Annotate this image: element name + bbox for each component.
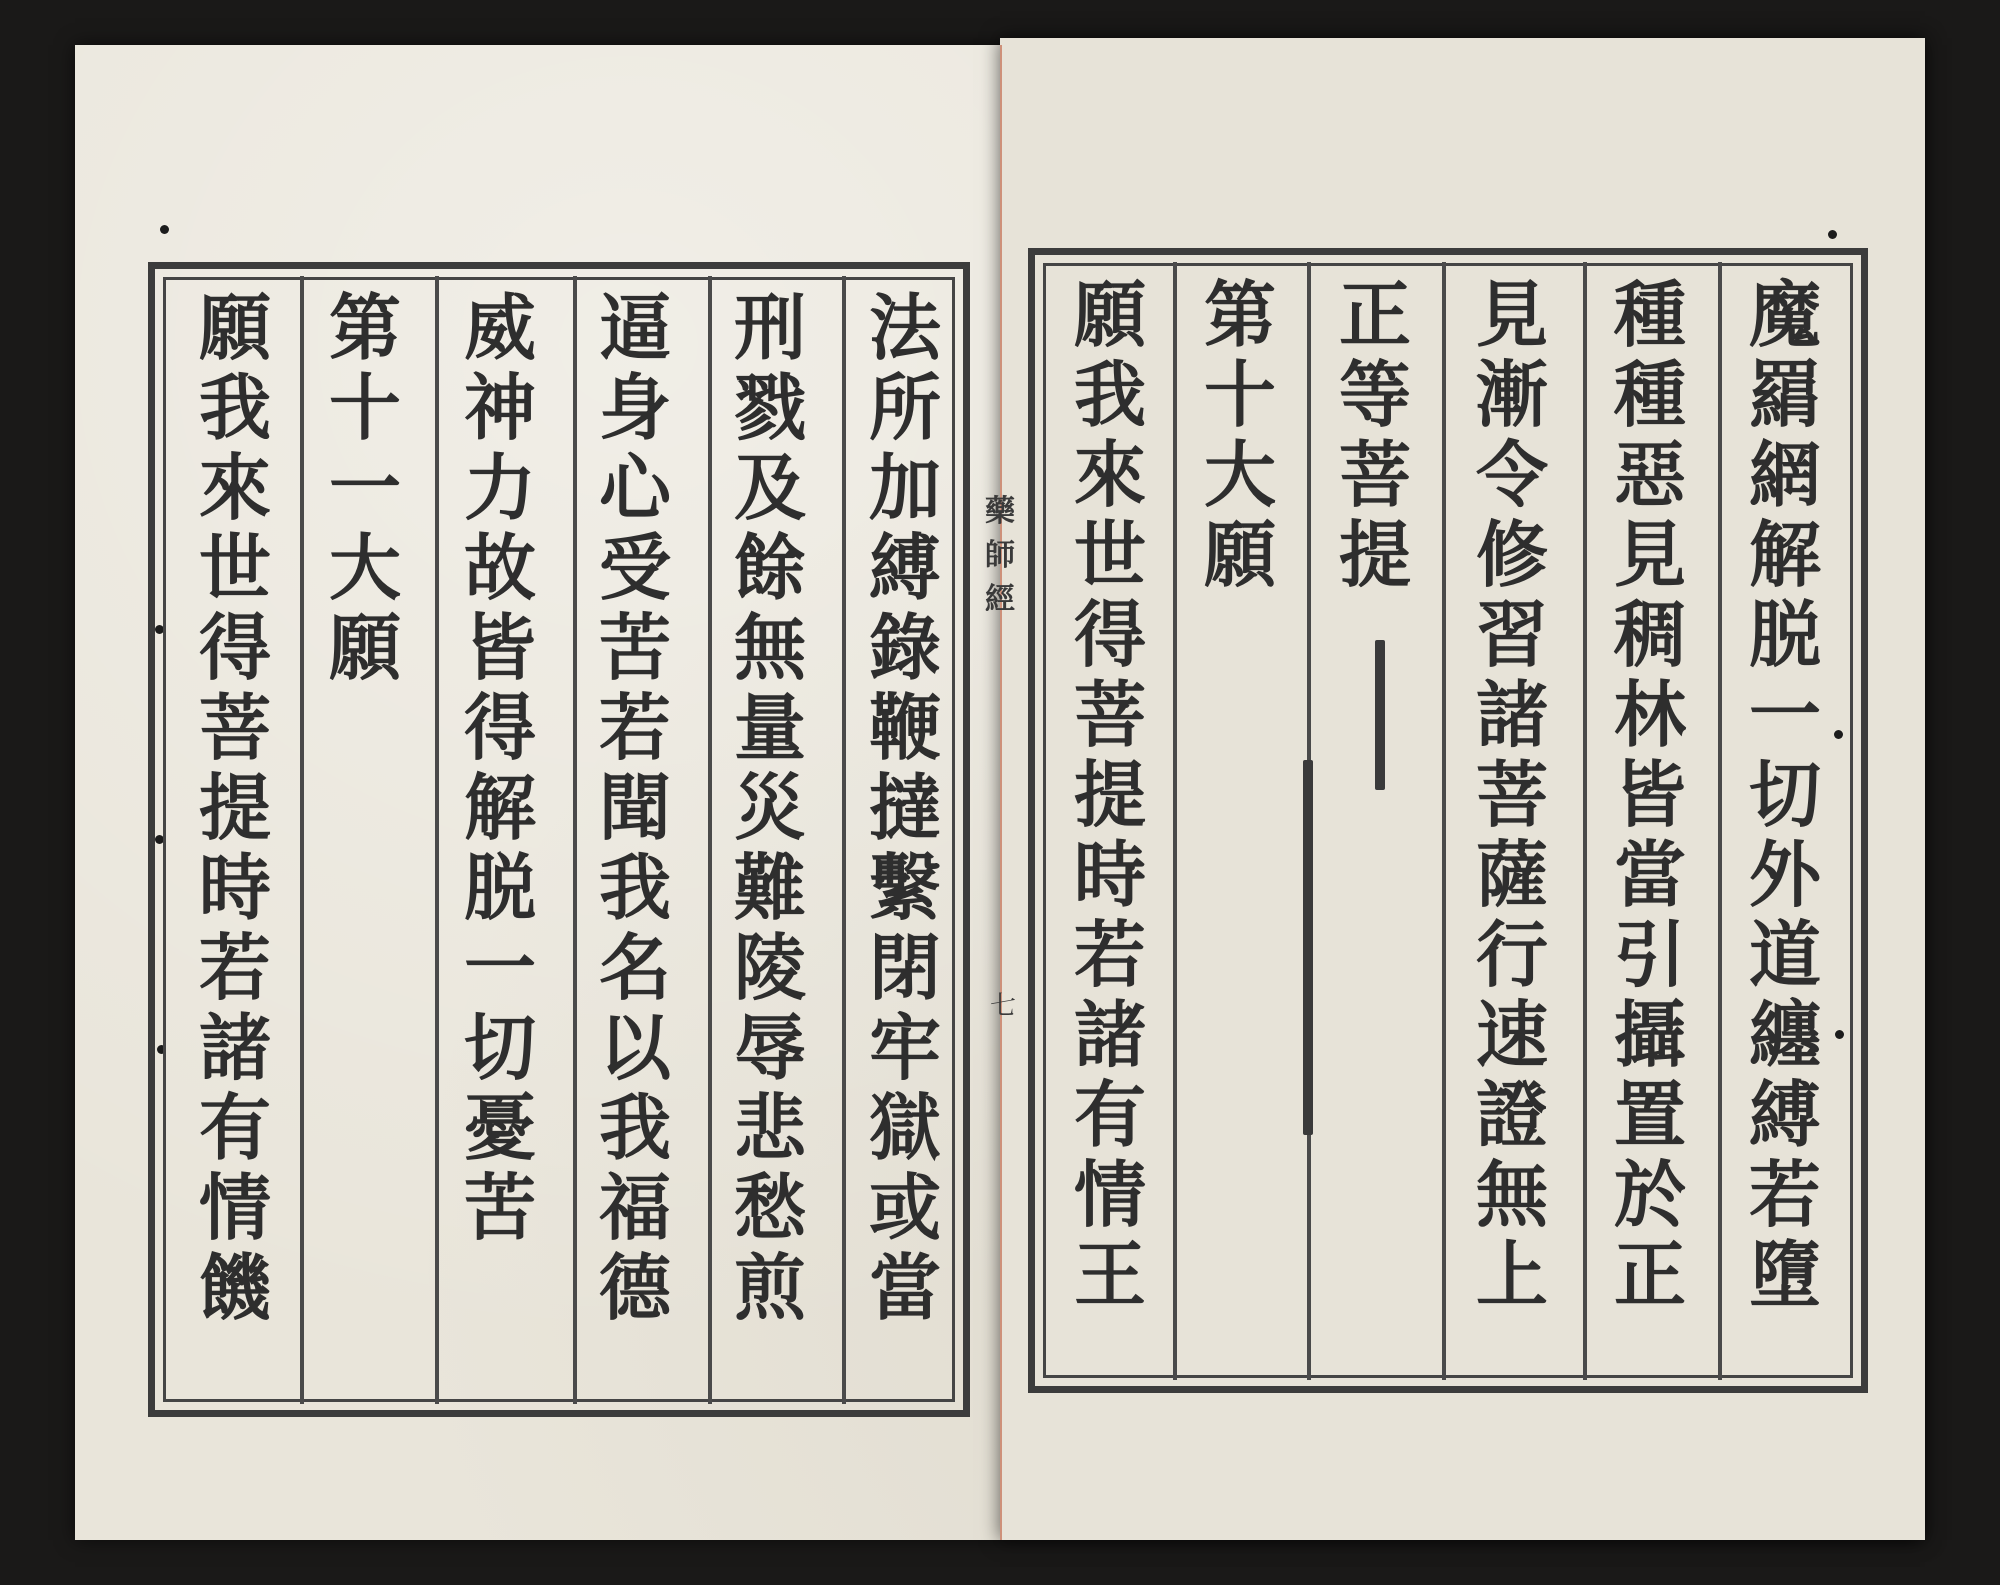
binding-hole: [1828, 230, 1837, 239]
text-glyph: 提: [1338, 512, 1411, 597]
text-glyph: 受: [598, 525, 671, 610]
text-glyph: 得: [198, 605, 271, 690]
text-glyph: 等: [1338, 352, 1411, 437]
text-glyph: 我: [598, 1085, 671, 1170]
text-glyph: 王: [1073, 1232, 1146, 1317]
column-text: [1190, 272, 1290, 597]
column-text: [185, 285, 285, 1330]
page-number: 七: [990, 991, 1017, 1021]
column-rule: [1173, 262, 1177, 1380]
column-text: [1600, 272, 1700, 1317]
center-fold-line: [1000, 45, 1002, 1540]
text-glyph: 諸: [1475, 672, 1548, 757]
column-rule: [300, 276, 304, 1404]
text-glyph: 諸: [1073, 992, 1146, 1077]
text-glyph: 願: [1203, 512, 1276, 597]
text-glyph: 或: [868, 1165, 941, 1250]
text-glyph: 牢: [868, 1005, 941, 1090]
text-glyph: 我: [1073, 352, 1146, 437]
text-glyph: 速: [1475, 992, 1548, 1077]
text-glyph: 我: [598, 845, 671, 930]
text-glyph: 當: [868, 1245, 941, 1330]
text-glyph: 神: [463, 365, 536, 450]
left-page-column-2: [720, 285, 820, 1330]
text-glyph: 逼: [598, 285, 671, 370]
text-glyph: 林: [1613, 672, 1686, 757]
right-page-column-1: [1735, 272, 1835, 1317]
text-glyph: 第: [1203, 272, 1276, 357]
text-glyph: 獄: [868, 1085, 941, 1170]
text-glyph: 陵: [733, 925, 806, 1010]
text-glyph: 量: [733, 685, 806, 770]
column-text: [450, 285, 550, 1250]
text-glyph: 一: [463, 925, 536, 1010]
text-glyph: 願: [198, 285, 271, 370]
text-glyph: 縛: [1748, 1072, 1821, 1157]
left-page-column-1: [855, 285, 955, 1330]
text-glyph: 及: [733, 445, 806, 530]
column-text: [720, 285, 820, 1330]
text-glyph: 漸: [1475, 352, 1548, 437]
text-glyph: 引: [1613, 912, 1686, 997]
column-text: [855, 285, 955, 1330]
text-glyph: 法: [868, 285, 941, 370]
text-glyph: 願: [1073, 272, 1146, 357]
margin-title-char: 藥: [985, 494, 1015, 529]
column-text: [1735, 272, 1835, 1317]
text-glyph: 若: [198, 925, 271, 1010]
text-glyph: 威: [463, 285, 536, 370]
column-text: [315, 285, 415, 690]
right-page-column-2: [1600, 272, 1700, 1317]
text-glyph: 所: [868, 365, 941, 450]
text-glyph: 苦: [598, 605, 671, 690]
text-glyph: 菩: [1475, 752, 1548, 837]
right-page-column-5: [1190, 272, 1290, 597]
text-glyph: 十: [328, 365, 401, 450]
text-glyph: 提: [1073, 752, 1146, 837]
text-glyph: 置: [1613, 1072, 1686, 1157]
text-glyph: 菩: [1073, 672, 1146, 757]
column-rule: [842, 276, 846, 1404]
text-glyph: 薩: [1475, 832, 1548, 917]
text-glyph: 有: [1073, 1072, 1146, 1157]
text-glyph: 大: [1203, 432, 1276, 517]
text-glyph: 稠: [1613, 592, 1686, 677]
column-rule: [1442, 262, 1446, 1380]
text-glyph: 種: [1613, 272, 1686, 357]
text-glyph: 愁: [733, 1165, 806, 1250]
text-glyph: 十: [1203, 352, 1276, 437]
text-glyph: 解: [463, 765, 536, 850]
text-glyph: 證: [1475, 1072, 1548, 1157]
text-glyph: 戮: [733, 365, 806, 450]
text-glyph: 提: [198, 765, 271, 850]
column-rule: [708, 276, 712, 1404]
text-glyph: 撻: [868, 765, 941, 850]
text-glyph: 名: [598, 925, 671, 1010]
text-glyph: 有: [198, 1085, 271, 1170]
text-glyph: 惡: [1613, 432, 1686, 517]
text-glyph: 鞭: [868, 685, 941, 770]
text-glyph: 苦: [463, 1165, 536, 1250]
text-glyph: 纏: [1748, 992, 1821, 1077]
text-glyph: 種: [1613, 352, 1686, 437]
text-glyph: 魔: [1748, 272, 1821, 357]
margin-title-char: 經: [985, 582, 1015, 617]
column-rule: [573, 276, 577, 1404]
text-glyph: 難: [733, 845, 806, 930]
text-glyph: 時: [1073, 832, 1146, 917]
text-glyph: 上: [1475, 1232, 1548, 1317]
text-glyph: 饑: [198, 1245, 271, 1330]
text-glyph: 身: [598, 365, 671, 450]
text-glyph: 福: [598, 1165, 671, 1250]
text-glyph: 大: [328, 525, 401, 610]
text-glyph: 攝: [1613, 992, 1686, 1077]
text-glyph: 情: [198, 1165, 271, 1250]
text-glyph: 行: [1475, 912, 1548, 997]
text-glyph: 當: [1613, 832, 1686, 917]
column-rule: [435, 276, 439, 1404]
margin-title-char: 師: [985, 538, 1015, 573]
text-glyph: 聞: [598, 765, 671, 850]
text-glyph: 習: [1475, 592, 1548, 677]
text-glyph: 修: [1475, 512, 1548, 597]
text-glyph: 得: [1073, 592, 1146, 677]
text-glyph: 災: [733, 765, 806, 850]
text-glyph: 墮: [1748, 1232, 1821, 1317]
text-glyph: 加: [868, 445, 941, 530]
column-text: [1462, 272, 1562, 1317]
text-glyph: 我: [198, 365, 271, 450]
right-page-column-4: [1325, 272, 1425, 597]
text-glyph: 若: [1073, 912, 1146, 997]
text-glyph: 情: [1073, 1152, 1146, 1237]
text-glyph: 菩: [198, 685, 271, 770]
text-glyph: 皆: [463, 605, 536, 690]
text-glyph: 錄: [868, 605, 941, 690]
text-glyph: 閉: [868, 925, 941, 1010]
text-glyph: 無: [733, 605, 806, 690]
text-glyph: 皆: [1613, 752, 1686, 837]
text-glyph: 於: [1613, 1152, 1686, 1237]
text-glyph: 來: [198, 445, 271, 530]
left-page-column-3: [585, 285, 685, 1330]
column-text: [1060, 272, 1160, 1317]
fold-margin-title: [980, 490, 1020, 622]
text-glyph: 若: [1748, 1152, 1821, 1237]
text-glyph: 時: [198, 845, 271, 930]
text-glyph: 來: [1073, 432, 1146, 517]
text-glyph: 無: [1475, 1152, 1548, 1237]
text-glyph: 脱: [1748, 592, 1821, 677]
text-glyph: 刑: [733, 285, 806, 370]
text-glyph: 心: [598, 445, 671, 530]
text-glyph: 若: [598, 685, 671, 770]
text-glyph: 見: [1613, 512, 1686, 597]
text-glyph: 正: [1338, 272, 1411, 357]
text-glyph: 道: [1748, 912, 1821, 997]
text-glyph: 羂: [1748, 352, 1821, 437]
text-glyph: 縛: [868, 525, 941, 610]
text-glyph: 正: [1613, 1232, 1686, 1317]
text-glyph: 繫: [868, 845, 941, 930]
column-text: [1325, 272, 1425, 597]
text-glyph: 故: [463, 525, 536, 610]
text-glyph: 餘: [733, 525, 806, 610]
text-glyph: 憂: [463, 1085, 536, 1170]
text-glyph: 願: [328, 605, 401, 690]
column-rule: [1583, 262, 1587, 1380]
text-glyph: 切: [463, 1005, 536, 1090]
text-glyph: 煎: [733, 1245, 806, 1330]
text-glyph: 世: [1073, 512, 1146, 597]
text-glyph: 力: [463, 445, 536, 530]
text-glyph: 一: [328, 445, 401, 530]
text-glyph: 辱: [733, 1005, 806, 1090]
text-glyph: 見: [1475, 272, 1548, 357]
text-glyph: 令: [1475, 432, 1548, 517]
right-page-column-6: [1060, 272, 1160, 1317]
text-glyph: 外: [1748, 832, 1821, 917]
text-glyph: 諸: [198, 1005, 271, 1090]
left-page-column-5: [315, 285, 415, 690]
text-glyph: 切: [1748, 752, 1821, 837]
text-glyph: 一: [1748, 672, 1821, 757]
text-glyph: 解: [1748, 512, 1821, 597]
left-page-column-6: [185, 285, 285, 1330]
column-filler-bar: [1303, 760, 1313, 1135]
text-glyph: 得: [463, 685, 536, 770]
text-glyph: 菩: [1338, 432, 1411, 517]
column-rule: [1718, 262, 1722, 1380]
right-page-column-3: [1462, 272, 1562, 1317]
binding-hole: [160, 225, 169, 234]
text-glyph: 悲: [733, 1085, 806, 1170]
text-glyph: 世: [198, 525, 271, 610]
text-glyph: 脱: [463, 845, 536, 930]
text-glyph: 德: [598, 1245, 671, 1330]
column-text: [585, 285, 685, 1330]
column-filler-bar: [1375, 640, 1385, 790]
text-glyph: 第: [328, 285, 401, 370]
text-glyph: 網: [1748, 432, 1821, 517]
left-page-column-4: [450, 285, 550, 1250]
text-glyph: 以: [598, 1005, 671, 1090]
